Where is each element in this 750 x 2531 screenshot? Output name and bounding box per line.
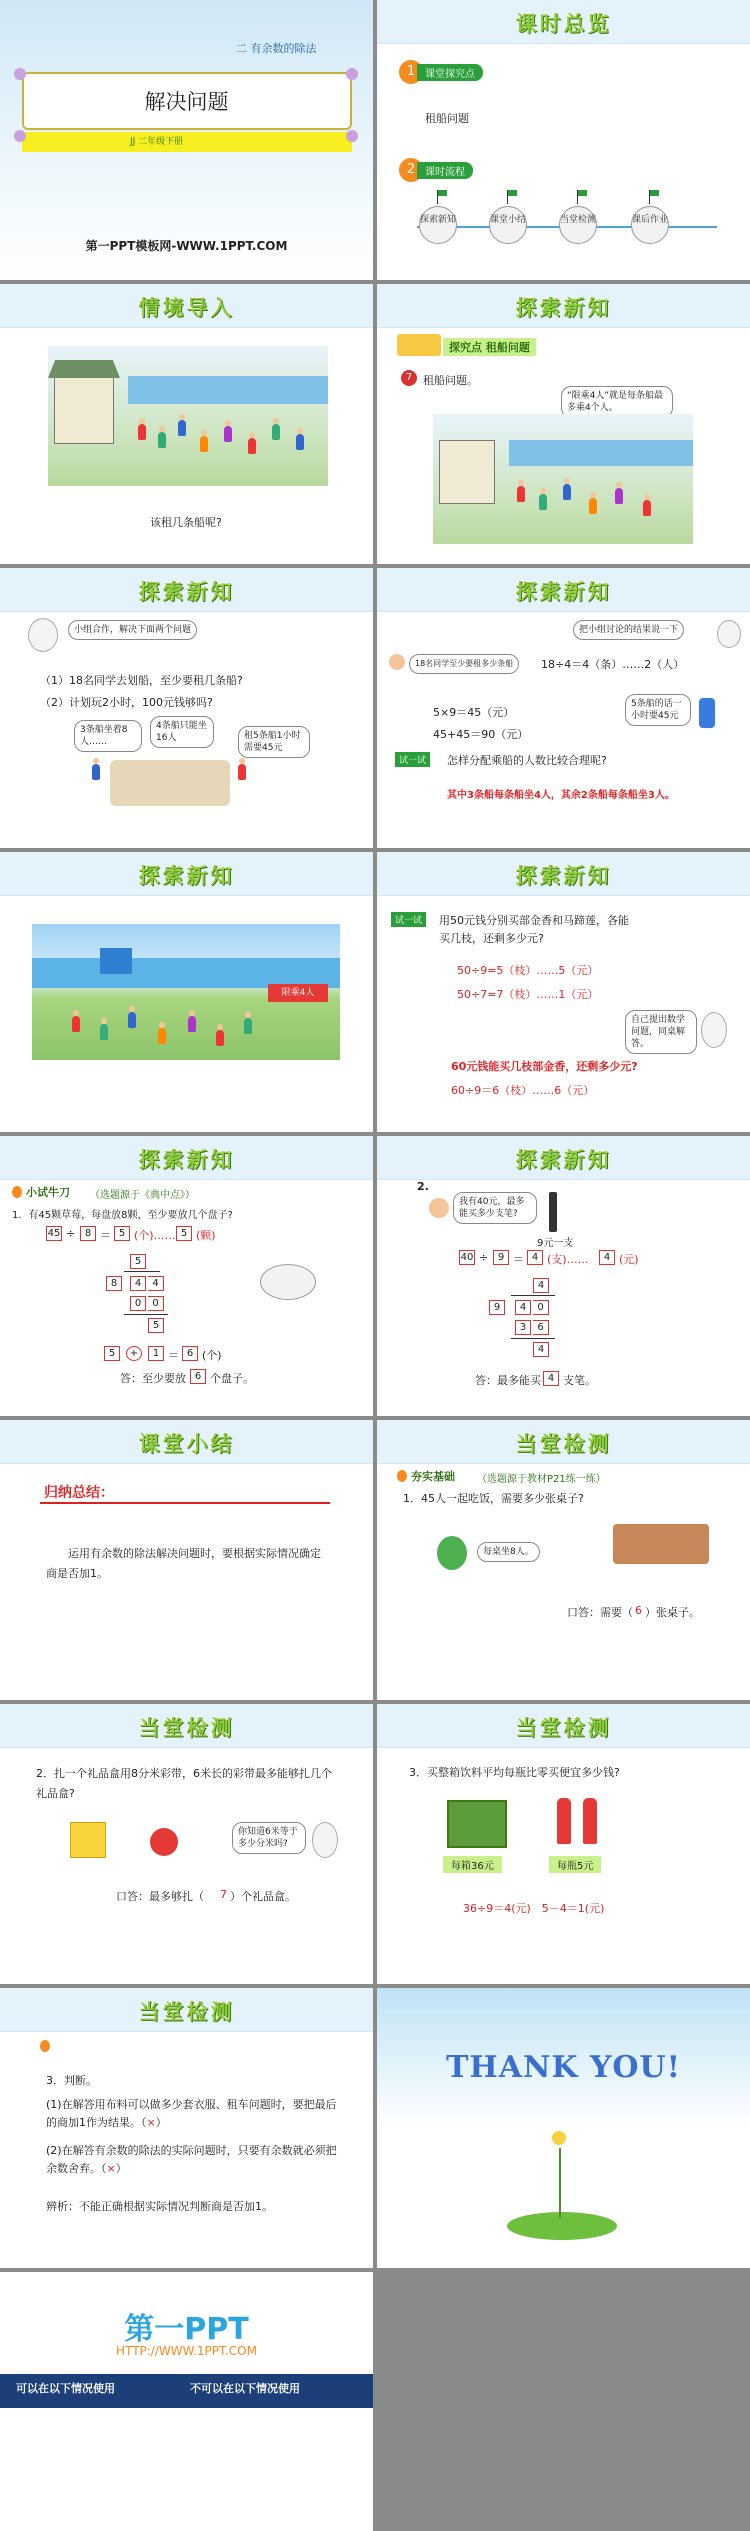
try-label: 试一试 [391,912,426,927]
flower-icon [549,2128,569,2148]
medal-icon [397,1470,407,1482]
unit-text: (个)…… [134,1229,176,1242]
question: 2．扎一个礼品盒用8分米彩带，6米长的彩带最多能够扎几个礼品盒? [36,1767,332,1800]
child [248,438,256,454]
child-avatar-icon [389,654,405,670]
child [643,500,651,516]
cover-title: 解决问题 [144,90,229,114]
flower-stem [559,2138,561,2218]
rule-sign: 限乘4人 [268,984,328,1002]
slide-title: 探索新知 [515,296,612,320]
unit-text: (元) [619,1253,639,1266]
gift-box-icon [70,1822,106,1858]
slide-16-thanks[interactable] [377,1988,750,2268]
quotient-box: 5 [130,1254,146,1269]
product-box: 6 [533,1320,549,1335]
badge-flow: 课时流程 [417,162,473,179]
child [72,1016,80,1032]
section-source: （选题源于教材P21练一练） [477,1474,606,1485]
slide-title: 探索新知 [515,1148,612,1172]
child [158,432,166,448]
overview-item: 租船问题 [425,112,469,125]
badge-explore: 课堂探究点 [417,64,483,81]
brand-logo: 第一PPT [124,2312,249,2347]
slide-title: 当堂检测 [138,1716,235,1740]
bottle-icon [557,1798,571,1844]
bead-icon [346,130,358,142]
desk-image [110,760,230,806]
product-box: 0 [148,1296,164,1311]
crate-price: 每箱36元 [443,1856,502,1873]
explore-tag: 探究点 租船问题 [443,338,536,356]
equation: 18÷4＝4（条）……2（人） [541,658,685,671]
child [178,420,186,436]
lake [509,440,693,466]
child [296,434,304,450]
dividend-box: 4 [148,1276,164,1291]
medal-icon [12,1186,22,1198]
question-bubble: 18名同学至少要租多少条船 [409,654,519,674]
answer-box: 9 [493,1250,509,1265]
equation: 36÷9＝4(元) 5－4＝1(元) [463,1902,605,1915]
rabbit-icon [701,1012,727,1048]
answer-box: 5 [104,1346,120,1361]
section-title: 夯实基础 [411,1470,455,1483]
slide-title: 探索新知 [515,580,612,604]
boat-scene-image [433,414,693,544]
pen-icon [549,1192,557,1232]
slide-11-summary[interactable] [0,1420,373,1700]
answer-prefix: 答：最多能买 [475,1374,541,1387]
child [517,486,525,502]
slide-title: 情境导入 [138,296,235,320]
answer-suffix: ）个礼品盒。 [230,1890,296,1903]
flow-step[interactable]: 课堂小结 [489,206,527,244]
division-bar [511,1338,555,1339]
answer-box: 4 [599,1250,615,1265]
judge-close: ） [115,2162,127,2175]
rabbit-icon [28,618,58,652]
usage-forbidden: 不可以在以下情况使用 [190,2382,300,2395]
child-avatar-icon [429,1198,449,1218]
price-bubble: 5条船的话一小时要45元 [625,694,691,726]
slide-title: 课时总览 [515,12,612,36]
section-source: （选题源于《典中点》） [90,1190,195,1201]
answer-box: 8 [80,1226,96,1241]
rabbit-icon [717,620,741,648]
unit-text: (个) [202,1349,222,1362]
usage-allowed: 可以在以下情况使用 [16,2382,115,2395]
unit-text: (颗) [196,1229,216,1242]
question: 3．判断。 [46,2074,97,2087]
summary-heading: 归纳总结： [44,1485,114,1501]
equation: 5×9＝45（元） [433,706,515,719]
child [138,424,146,440]
question-2: （2）计划玩2小时，100元钱够吗? [40,696,213,709]
slide-4-explore[interactable] [377,284,750,564]
cover-footer: 第一PPT模板网-WWW.1PPT.COM [85,239,288,253]
division-bar [124,1314,168,1315]
ribbon-roll-icon [150,1828,178,1856]
question: 1．有45颗草莓，每盘放8颗，至少要放几个盘子? [12,1210,233,1221]
answer-suffix: 个盘子。 [210,1372,254,1385]
brand-url[interactable]: HTTP://WWW.1PPT.COM [116,2344,257,2358]
analysis-note: 辨析：不能正确根据实际情况判断商是否加1。 [46,2200,273,2213]
hint-bubble: 你知道6米等于多少分米吗? [232,1822,306,1854]
judge-item [46,2142,346,2178]
child [216,1030,224,1046]
flow-step[interactable]: 当堂检测 [559,206,597,244]
bead-icon [346,68,358,80]
child [200,436,208,452]
bottle-icon [583,1798,597,1844]
task-bubble: 小组合作，解决下面两个问题 [68,620,197,640]
slide-title: 探索新知 [138,864,235,888]
student-bubble: 3条船坐着8人…… [74,720,142,752]
division-bar [511,1295,555,1296]
child [100,1024,108,1040]
step-one-icon: 1 [399,60,423,84]
product-box: 3 [515,1320,531,1335]
slide-2-overview[interactable] [377,0,750,280]
slide-title: 探索新知 [515,864,612,888]
child [615,488,623,504]
answer-prefix: 口答：需要（ [567,1606,633,1619]
slide-7-scene[interactable] [0,852,373,1132]
judge-mark: × [146,2116,156,2129]
child [272,424,280,440]
strawberry-basket-icon [260,1264,316,1300]
flag-icon [649,190,653,204]
grade-ribbon [22,132,352,152]
question-bubble: 我有40元，最多能买多少支笔? [453,1192,537,1224]
student-bubble: 租5条船1小时需要45元 [238,726,310,758]
equation: 50÷7=7（枝）……1（元） [457,988,599,1001]
child [158,1028,166,1044]
slide-1-cover[interactable] [0,0,373,280]
slide-title: 课堂小结 [138,1432,235,1456]
problem-title: 租船问题。 [423,374,478,387]
roof [48,360,120,378]
child [539,494,547,510]
bead-icon [14,68,26,80]
equation: 45+45＝90（元） [433,728,529,741]
boat-house [100,948,132,974]
child [188,1016,196,1032]
frog-icon [437,1536,467,1570]
student-bubble: 4条船只能坐16人 [150,716,214,748]
child [238,764,246,780]
answer-box: 5 [176,1226,192,1241]
operator: + [126,1346,142,1361]
slide-17-branding[interactable] [0,2272,373,2531]
lake [128,376,328,404]
slide-3-intro[interactable] [0,284,373,564]
empty-slot [377,2272,750,2531]
book-icon [397,334,441,356]
answer-value: 7 [220,1888,227,1901]
boat-house [439,440,495,504]
step-two-icon: 2 [399,158,423,182]
slide-9-practice[interactable] [0,1136,373,1416]
slide-title: 探索新知 [138,580,235,604]
child [128,1012,136,1028]
heading-rule [40,1502,330,1504]
operator: ＝ [513,1253,524,1266]
question-number: 2. [417,1180,429,1193]
grade-label: JJ 二年级下册 [130,137,184,147]
answer-box: 1 [148,1346,164,1361]
table-image [613,1524,709,1564]
bottle-price: 每瓶5元 [549,1856,601,1873]
slide-10-pens[interactable] [377,1136,750,1416]
child [244,1018,252,1034]
question-1: （1）18名同学去划船，至少要租几条船? [40,674,243,687]
divisor-box: 8 [106,1276,122,1291]
answer-box: 5 [114,1226,130,1241]
equation: 60÷9＝6（枝）……6（元） [451,1084,595,1097]
unit-label: 二 有余数的除法 [236,42,317,55]
seat-bubble: 每桌坐8人。 [477,1542,540,1562]
rabbit-icon [312,1822,338,1858]
answer-box: 4 [527,1250,543,1265]
section-title: 小试牛刀 [26,1186,70,1199]
flow-step[interactable]: 课后作业 [631,206,669,244]
strawberry-icon: 7 [401,370,417,386]
answer-value: 6 [635,1604,642,1617]
slide-title: 探索新知 [138,1148,235,1172]
answer-suffix: ）张桌子。 [645,1606,700,1619]
unit-text: (支)…… [547,1253,589,1266]
answer-prefix: 口答：最多够扎（ [116,1890,204,1903]
slide-title: 当堂检测 [138,2000,235,2024]
quotient-box: 4 [533,1278,549,1293]
follow-up-question: 60元钱能买几枝部金香，还剩多少元? [451,1060,638,1073]
judge-text: (2)在解答有余数的除法的实际问题时，只要有余数就必须把余数舍弃。（ [46,2144,337,2175]
operator: ＝ [100,1229,111,1242]
answer: 其中3条船每条船坐4人，其余2条船每条船坐3人。 [447,790,675,801]
try-question: 怎样分配乘船的人数比较合理呢? [447,754,607,767]
drink-crate-icon [447,1800,507,1848]
slide-title: 当堂检测 [515,1432,612,1456]
slide-12-quiz[interactable] [377,1420,750,1700]
answer-prefix: 答：至少要放 [120,1372,186,1385]
thank-you-text: THANK YOU! [446,2050,681,2085]
slide-6-solution[interactable] [377,568,750,848]
try-label: 试一试 [395,752,430,767]
summary-body: 运用有余数的除法解决问题时，要根据实际情况确定商是否加1。 [46,1547,321,1580]
intro-question: 该租几条船呢? [150,516,222,529]
remainder-box: 5 [148,1318,164,1333]
child [589,498,597,514]
medal-icon [40,2040,50,2052]
remainder-box: 4 [533,1342,549,1357]
answer-box: 40 [460,1252,474,1263]
slide-8-try[interactable] [377,852,750,1132]
division-bar [124,1271,160,1272]
dividend-box: 4 [515,1300,531,1315]
flag-icon [437,190,441,204]
slide-5-group[interactable] [0,568,373,848]
discuss-bubble: 把小组讨论的结果说一下 [573,620,684,640]
slide-13-quiz[interactable] [0,1704,373,1984]
answer-box: 4 [543,1371,559,1386]
operator: ÷ [479,1251,489,1264]
lake-scene-image [32,924,340,1060]
answer-box: 45 [47,1228,61,1239]
answer-box: 6 [190,1369,206,1384]
judge-mark: × [106,2162,116,2175]
bead-icon [14,130,26,142]
child [224,426,232,442]
child [92,764,100,780]
price-label: 9元一支 [537,1238,574,1249]
try-question: 用50元钱分别买部金香和马蹄莲，各能买几枝，还剩多少元? [439,914,629,945]
child-figure-icon [699,698,715,728]
product-box: 0 [130,1296,146,1311]
judge-close: ） [155,2116,167,2129]
boat-scene-image [48,346,328,486]
hint-bubble: 自己提出数学问题，同桌解答。 [625,1010,697,1054]
flag-icon [507,190,511,204]
question: 3．买整箱饮料平均每瓶比零买便宜多少钱? [409,1766,620,1779]
divisor-box: 9 [489,1300,505,1315]
flow-step[interactable]: 探索新知 [419,206,457,244]
slide-title: 当堂检测 [515,1716,612,1740]
judge-text: (1)在解答用布料可以做多少套衣服、租车问题时，要把最后的商加1作为结果。（ [46,2098,337,2129]
dividend-box: 4 [130,1276,146,1291]
judge-item [46,2096,346,2132]
dividend-box: 0 [533,1300,549,1315]
flag-icon [577,190,581,204]
child [563,484,571,500]
grass-icon [507,2212,617,2240]
slide-14-quiz[interactable] [377,1704,750,1984]
answer-suffix: 支笔。 [563,1374,596,1387]
rule-bubble: “限乘4人”就是每条船最多乘4个人。 [561,386,673,418]
operator: ÷ [66,1227,76,1240]
question: 1．45人一起吃饭，需要多少张桌子? [403,1492,584,1505]
boat-house [54,374,114,444]
slide-15-judge[interactable] [0,1988,373,2268]
answer-box: 6 [182,1346,198,1361]
equation: 50÷9=5（枝）……5（元） [457,964,599,977]
operator: ＝ [168,1349,179,1362]
